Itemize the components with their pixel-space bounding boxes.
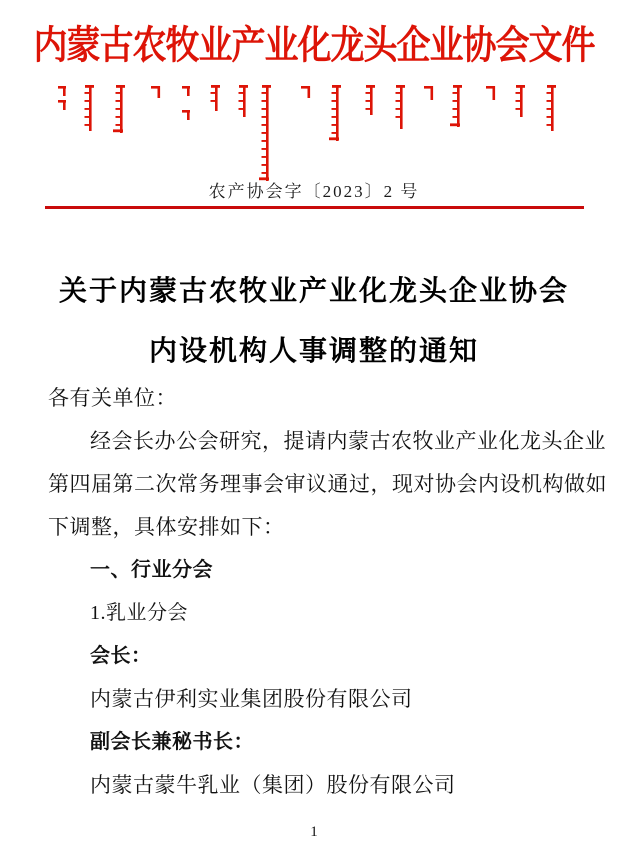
document-title-line1: 关于内蒙古农牧业产业化龙头企业协会 (58, 276, 569, 307)
salutation: 各有关单位： (48, 386, 177, 410)
body-paragraph-line: 下调整，具体安排如下： (48, 515, 285, 539)
document-body (48, 377, 607, 807)
body-paragraph-line: 经会长办公会研究，提请内蒙古农牧业产业化龙头企业 (90, 429, 606, 453)
document-number: 农产协会字〔2023〕2 号 (208, 182, 420, 201)
role-label-president: 会长： (90, 645, 152, 667)
section-heading-industry-branches: 一、行业分会 (90, 559, 213, 581)
document-title (0, 262, 628, 382)
subsection-dairy-branch: 1.乳业分会 (90, 602, 188, 624)
document-title-line2: 内设机构人事调整的通知 (148, 336, 479, 367)
role-label-vice-president-secretary: 副会长兼秘书长： (90, 731, 254, 753)
mongolian-script-band (0, 84, 628, 189)
body-paragraph-line: 第四届第二次常务理事会审议通过，现对协会内设机构做如 (48, 472, 607, 496)
page-number: 1 (310, 824, 318, 840)
company-name-mengniu: 内蒙古蒙牛乳业（集团）股份有限公司 (90, 773, 456, 797)
red-divider-line (45, 206, 584, 209)
company-name-yili: 内蒙古伊利实业集团股份有限公司 (90, 687, 413, 711)
red-header-org-title: 内蒙古农牧业产业化龙头企业协会文件 (33, 25, 595, 68)
